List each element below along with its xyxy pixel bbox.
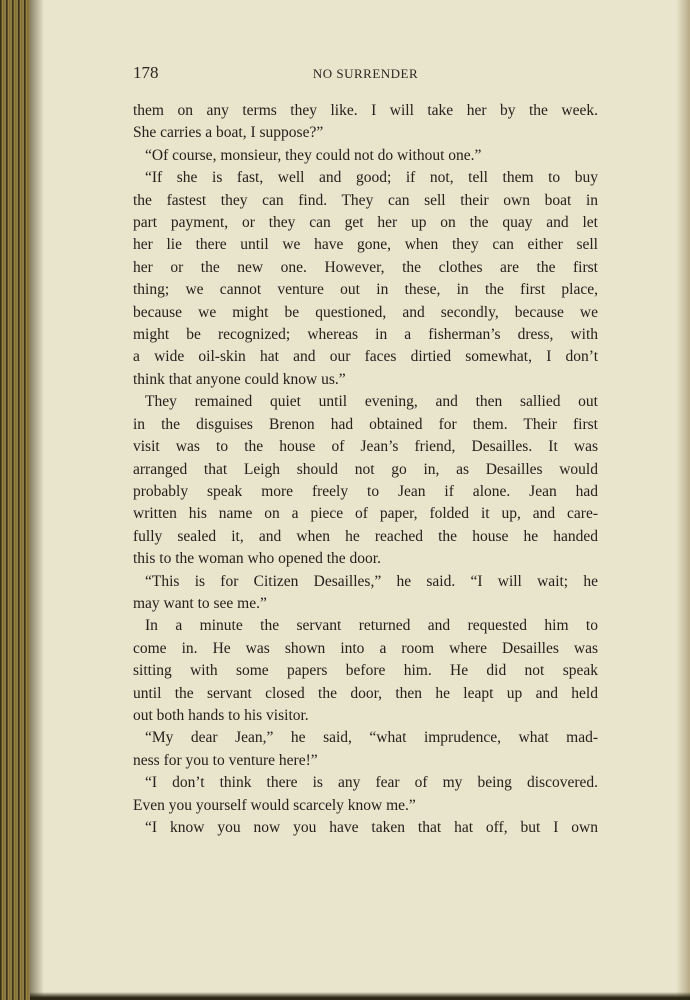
text-line: this to the woman who opened the door. — [133, 550, 381, 568]
text-line: out both hands to his visitor. — [133, 706, 309, 724]
text-line: She carries a boat, I suppose?” — [133, 124, 324, 142]
text-line: her or the new one. However, the clothes are the first — [133, 258, 598, 276]
text-line: “I don’t think there is any fear of my being discovered. — [145, 774, 598, 792]
text-line: Even you yourself would scarcely know me.” — [133, 796, 416, 814]
text-line: In a minute the servant returned and requested him to — [145, 617, 598, 635]
text-line: might be recognized; whereas in a fisherman’s dress, with — [133, 326, 598, 344]
text-line: visit was to the house of Jean’s friend, Desailles. It was — [133, 438, 598, 456]
text-line: them on any terms they like. I will take her by the week. — [133, 102, 598, 119]
page-header — [133, 63, 598, 85]
page-bottom-edge — [30, 992, 690, 1000]
text-line: a wide oil-skin hat and our faces dirtied somewhat, I don’t — [133, 348, 598, 366]
text-line: because we might be questioned, and secondly, because we — [133, 303, 598, 321]
running-head: NO SURRENDER — [312, 66, 419, 81]
text-line: “Of course, monsieur, they could not do without one.” — [145, 146, 482, 164]
text-line: the fastest they can find. They can sell their own boat in — [133, 191, 598, 209]
text-line: think that anyone could know us.” — [133, 370, 346, 388]
text-line: in the disguises Brenon had obtained for them. Their first — [133, 415, 598, 433]
text-line: fully sealed it, and when he reached the house he handed — [133, 527, 598, 545]
text-line: arranged that Leigh should not go in, as Desailles would — [133, 460, 598, 478]
text-line: sitting with some papers before him. He did not speak — [133, 662, 598, 680]
text-line: until the servant closed the door, then he leapt up and held — [133, 684, 598, 702]
text-line: “I know you now you have taken that hat off, but I own — [145, 819, 598, 836]
text-line: part payment, or they can get her up on the quay and let — [133, 214, 598, 232]
page-right-shadow — [676, 0, 690, 1000]
text-line: “If she is fast, well and good; if not, tell them to buy — [145, 169, 598, 187]
body-text — [133, 100, 598, 839]
text-line: come in. He was shown into a room where Desailles was — [133, 639, 598, 657]
text-line: “My dear Jean,” he said, “what imprudence, what mad- — [145, 729, 598, 747]
book-spine-edge — [0, 0, 30, 1000]
text-line: ness for you to venture here!” — [133, 751, 318, 769]
text-line: probably speak more freely to Jean if alone. Jean had — [133, 482, 598, 500]
text-line: “This is for Citizen Desailles,” he said. “I will wait; he — [145, 572, 598, 590]
page-number: 178 — [133, 63, 159, 82]
text-line: her lie there until we have gone, when they can either sell — [133, 236, 598, 254]
text-line: written his name on a piece of paper, folded it up, and care- — [133, 505, 598, 523]
text-line: They remained quiet until evening, and then sallied out — [145, 393, 598, 411]
text-line: thing; we cannot venture out in these, in the first place, — [133, 281, 598, 299]
gutter-shadow — [30, 0, 44, 1000]
text-line: may want to see me.” — [133, 594, 267, 612]
